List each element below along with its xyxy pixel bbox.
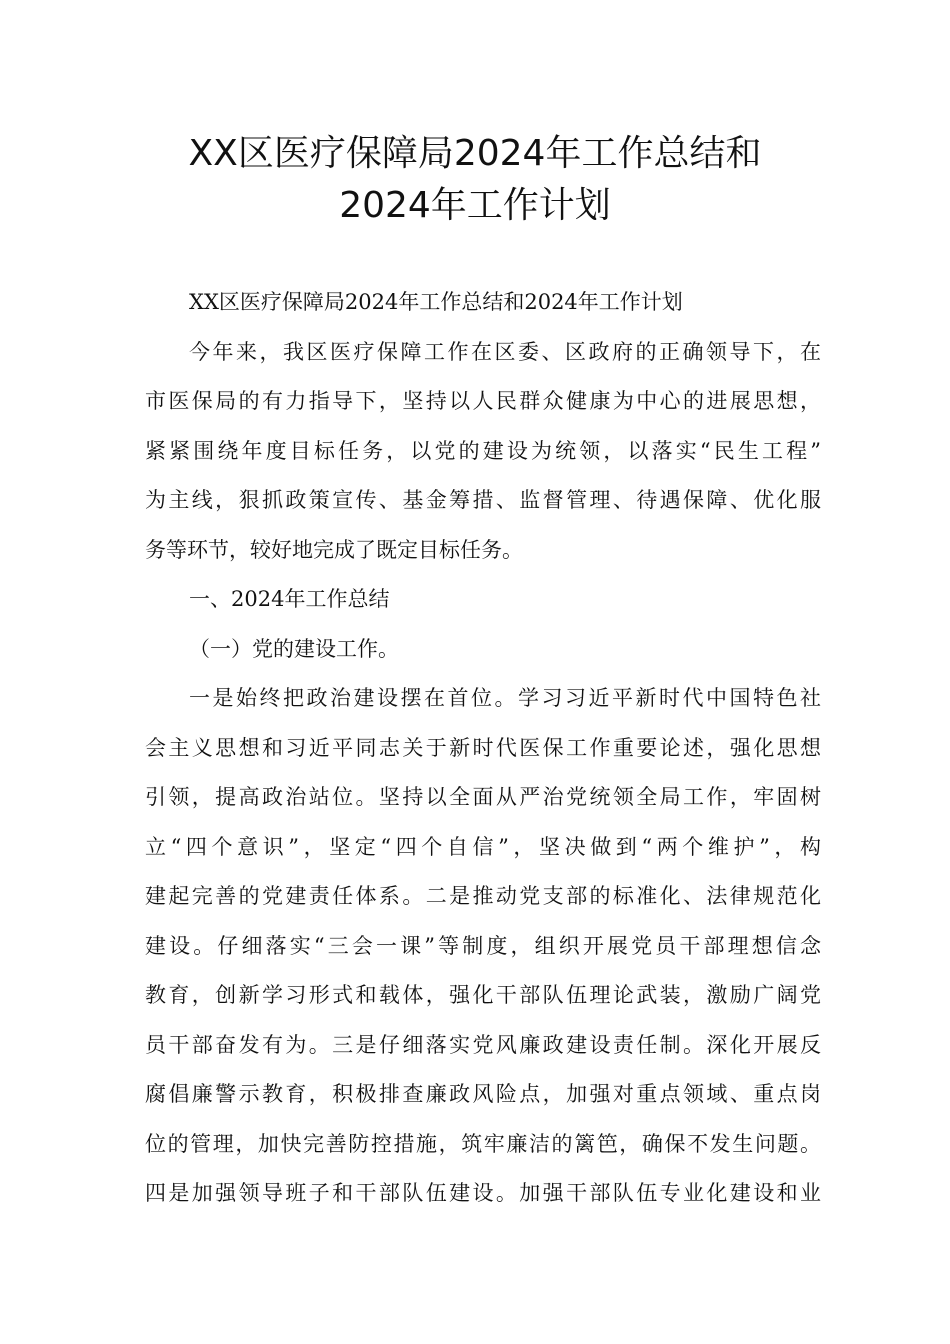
paragraph-line: 立“四个意识”，坚定“四个自信”，坚决做到“两个维护”，构 bbox=[145, 834, 821, 859]
paragraph-line: 引领，提高政治站位。坚持以全面从严治党统领全局工作，牢固树 bbox=[145, 785, 821, 809]
paragraph-line: 紧紧围绕年度目标任务，以党的建设为统领，以落实“民生工程” bbox=[145, 438, 821, 463]
document-title-line-2: 2024年工作计划 bbox=[339, 185, 611, 226]
paragraph-line: 教育，创新学习形式和载体，强化干部队伍理论武装，激励广阔党 bbox=[145, 983, 821, 1007]
document-title-line-1: XX区医疗保障局2024年工作总结和 bbox=[188, 133, 762, 174]
paragraph-line: 会主义思想和习近平同志关于新时代医保工作重要论述，强化思想 bbox=[145, 735, 821, 760]
paragraph-line: 位的管理，加快完善防控措施，筑牢廉洁的篱笆，确保不发生问题。 bbox=[145, 1131, 821, 1156]
paragraph-line: 员干部奋发有为。三是仔细落实党风廉政建设责任制。深化开展反 bbox=[145, 1032, 821, 1057]
paragraph-line: 今年来，我区医疗保障工作在区委、区政府的正确领导下，在 bbox=[189, 339, 821, 364]
paragraph-line: 一、2024年工作总结 bbox=[189, 587, 390, 611]
paragraph-line: 建起完善的党建责任体系。二是推动党支部的标准化、法律规范化 bbox=[145, 884, 821, 908]
paragraph-line: 为主线，狠抓政策宣传、基金筹措、监督管理、待遇保障、优化服 bbox=[145, 488, 821, 512]
paragraph-line: XX区医疗保障局2024年工作总结和2024年工作计划 bbox=[189, 290, 683, 314]
paragraph-line: 市医保局的有力指导下，坚持以人民群众健康为中心的进展思想， bbox=[145, 389, 821, 413]
paragraph-line: （一）党的建设工作。 bbox=[189, 636, 399, 661]
paragraph-line: 务等环节，较好地完成了既定目标任务。 bbox=[145, 537, 523, 562]
paragraph-line: 腐倡廉警示教育，积极排查廉政风险点，加强对重点领域、重点岗 bbox=[145, 1082, 821, 1106]
paragraph-line: 一是始终把政治建设摆在首位。学习习近平新时代中国特色社 bbox=[189, 686, 821, 710]
paragraph-line: 建设。仔细落实“三会一课”等制度，组织开展党员干部理想信念 bbox=[145, 933, 821, 958]
document-body bbox=[145, 284, 821, 1225]
paragraph-line: 四是加强领导班子和干部队伍建设。加强干部队伍专业化建设和业 bbox=[145, 1181, 821, 1205]
